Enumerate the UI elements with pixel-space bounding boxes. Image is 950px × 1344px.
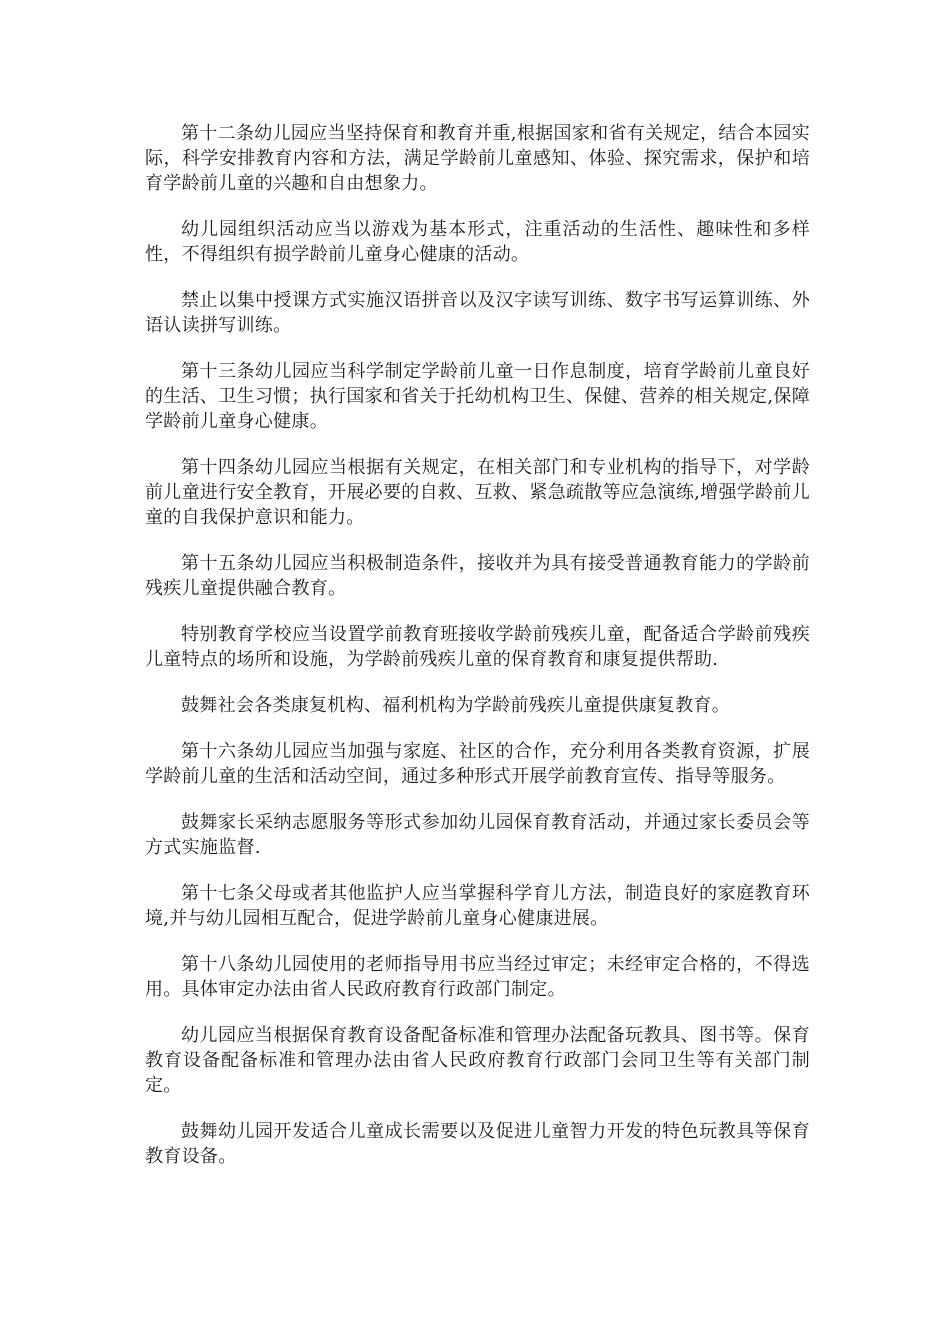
paragraph-article-18: 第十八条幼儿园使用的老师指导用书应当经过审定；未经审定合格的，不得选用。具体审定办法由省人民政府教育行政部门制定。 [145,954,810,1000]
paragraph-article-12: 第十二条幼儿园应当坚持保育和教育并重,根据国家和省有关规定，结合本园实际，科学安排教育内容和方法，满足学龄前儿童感知、体验、探究需求，保护和培育学龄前儿童的兴趣和自由想象力。 [145,123,810,194]
paragraph-parent-volunteer: 鼓舞家长采纳志愿服务等形式参加幼儿园保育教育活动，并通过家长委员会等方式实施监督. [145,812,810,858]
paragraph-toy-development: 鼓舞幼儿园开发适合儿童成长需要以及促进儿童智力开发的特色玩教具等保育教育设备。 [145,1121,810,1167]
paragraph-equipment-standards: 幼儿园应当根据保育教育设备配备标准和管理办法配备玩教具、图书等。保育教育设备配备标准和管理办法由省人民政府教育行政部门会同卫生等有关部门制定。 [145,1025,810,1096]
paragraph-play-activities: 幼儿园组织活动应当以游戏为基本形式，注重活动的生活性、趣味性和多样性，不得组织有损学龄前儿童身心健康的活动。 [145,219,810,265]
paragraph-prohibition: 禁止以集中授课方式实施汉语拼音以及汉字读写训练、数字书写运算训练、外语认读拼写训练。 [145,290,810,336]
paragraph-special-schools: 特别教育学校应当设置学前教育班接收学龄前残疾儿童，配备适合学龄前残疾儿童特点的场所和设施，为学龄前残疾儿童的保育教育和康复提供帮助. [145,624,810,670]
paragraph-article-14: 第十四条幼儿园应当根据有关规定，在相关部门和专业机构的指导下，对学龄前儿童进行安全教育，开展必要的自救、互救、紧急疏散等应急演练,增强学龄前儿童的自我保护意识和能力。 [145,457,810,528]
paragraph-rehab-institutions: 鼓舞社会各类康复机构、福利机构为学龄前残疾儿童提供康复教育。 [181,695,730,716]
paragraph-article-13: 第十三条幼儿园应当科学制定学龄前儿童一日作息制度，培育学龄前儿童良好的生活、卫生习惯；执行国家和省关于托幼机构卫生、保健、营养的相关规定,保障学龄前儿童身心健康。 [145,361,810,432]
paragraph-article-15: 第十五条幼儿园应当积极制造条件，接收并为具有接受普通教育能力的学龄前残疾儿童提供融合教育。 [145,553,810,599]
paragraph-article-16: 第十六条幼儿园应当加强与家庭、社区的合作，充分利用各类教育资源，扩展学龄前儿童的生活和活动空间，通过多种形式开展学前教育宣传、指导等服务。 [145,741,810,787]
document-body [145,121,810,1190]
paragraph-article-17: 第十七条父母或者其他监护人应当掌握科学育儿方法，制造良好的家庭教育环境,并与幼儿园相互配合，促进学龄前儿童身心健康进展。 [145,883,810,929]
